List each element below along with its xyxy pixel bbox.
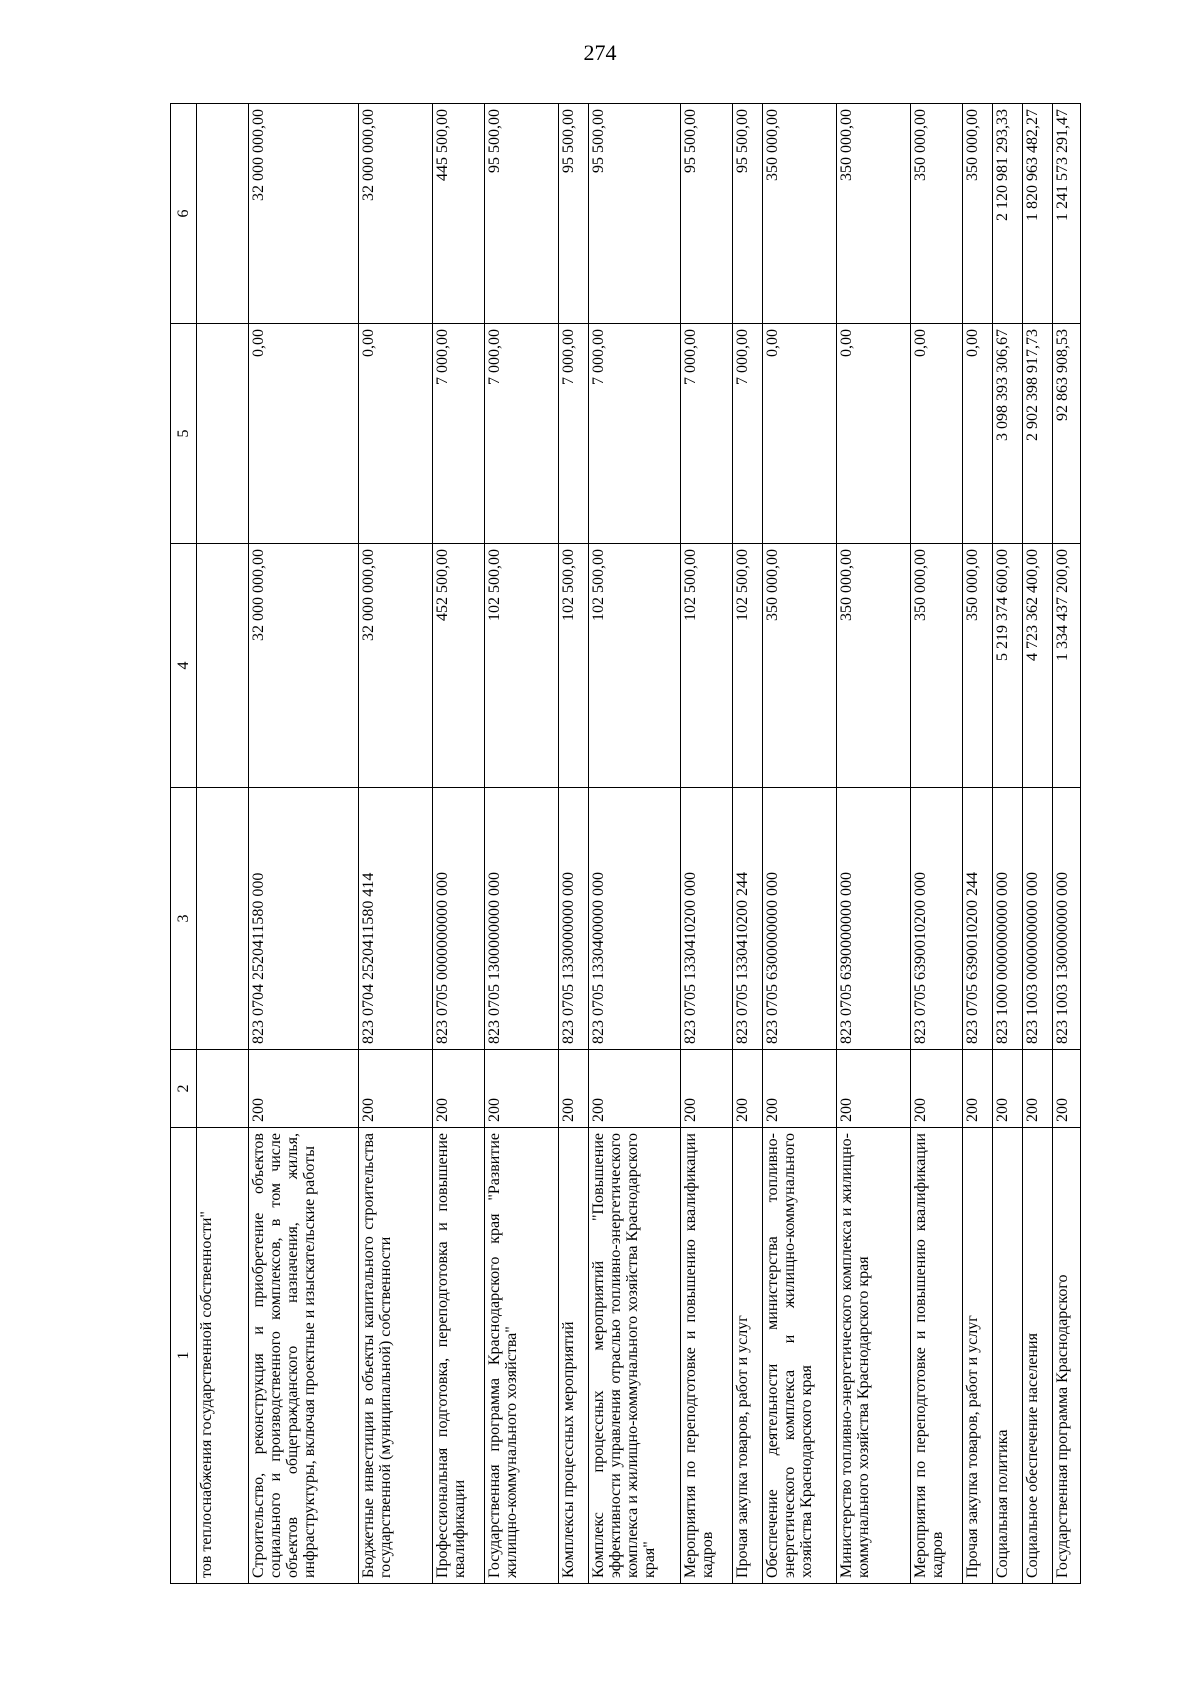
row-amount-col6: 32 000 000,00 bbox=[359, 104, 433, 324]
row-name: Обеспечение деятельности министерства топливно-энергетического комплекса и жилищно-коммунального хозяйства Краснодарского края bbox=[763, 1128, 837, 1584]
row-amount-col5: 7 000,00 bbox=[485, 324, 559, 544]
row-amount-col6: 350 000,00 bbox=[837, 104, 911, 324]
table-row bbox=[681, 104, 733, 1584]
table-row bbox=[485, 104, 559, 1584]
row-amount-col4: 102 500,00 bbox=[485, 544, 559, 788]
row-code: 200 bbox=[559, 1050, 589, 1128]
row-kbk: 823 0705 1330410200 244 bbox=[733, 788, 763, 1050]
row-name: Социальное обеспечение населения bbox=[1023, 1128, 1053, 1584]
row-amount-col4: 350 000,00 bbox=[911, 544, 963, 788]
row-amount-col6: 95 500,00 bbox=[681, 104, 733, 324]
row-name: Профессиональная подготовка, переподготовка и повышение квалификации bbox=[433, 1128, 485, 1584]
row-name: Мероприятия по переподготовке и повышению квалификации кадров bbox=[911, 1128, 963, 1584]
row-amount-col6: 350 000,00 bbox=[963, 104, 993, 324]
column-header: 3 bbox=[171, 788, 197, 1050]
row-amount-col5: 0,00 bbox=[763, 324, 837, 544]
row-amount-col5: 0,00 bbox=[837, 324, 911, 544]
row-kbk: 823 0705 0000000000 000 bbox=[433, 788, 485, 1050]
row-kbk: 823 0705 1330000000 000 bbox=[559, 788, 589, 1050]
row-name: Социальная политика bbox=[993, 1128, 1023, 1584]
table-row bbox=[197, 104, 249, 1584]
row-amount-col5: 92 863 908,53 bbox=[1053, 324, 1081, 544]
row-amount-col4: 102 500,00 bbox=[559, 544, 589, 788]
row-kbk: 823 1003 0000000000 000 bbox=[1023, 788, 1053, 1050]
row-name: Государственная программа Краснодарского края "Развитие жилищно-коммунального хозяйства" bbox=[485, 1128, 559, 1584]
row-code: 200 bbox=[359, 1050, 433, 1128]
row-amount-col6: 350 000,00 bbox=[911, 104, 963, 324]
row-amount-col5: 7 000,00 bbox=[589, 324, 681, 544]
row-amount-col4: 4 723 362 400,00 bbox=[1023, 544, 1053, 788]
rotated-table-container bbox=[170, 104, 1071, 1584]
row-amount-col4: 32 000 000,00 bbox=[359, 544, 433, 788]
table-row bbox=[559, 104, 589, 1584]
table-row bbox=[1023, 104, 1053, 1584]
row-amount-col5: 7 000,00 bbox=[559, 324, 589, 544]
column-header: 2 bbox=[171, 1050, 197, 1128]
table-row bbox=[963, 104, 993, 1584]
row-code: 200 bbox=[249, 1050, 359, 1128]
row-amount-col6: 95 500,00 bbox=[485, 104, 559, 324]
row-kbk: 823 0705 1330410200 000 bbox=[681, 788, 733, 1050]
row-code: 200 bbox=[433, 1050, 485, 1128]
table-row bbox=[589, 104, 681, 1584]
row-code bbox=[197, 1050, 249, 1128]
row-amount-col4 bbox=[197, 544, 249, 788]
row-amount-col4: 102 500,00 bbox=[589, 544, 681, 788]
column-header: 1 bbox=[171, 1128, 197, 1584]
row-name: Комплексы процессных мероприятий bbox=[559, 1128, 589, 1584]
row-code: 200 bbox=[681, 1050, 733, 1128]
row-amount-col5: 3 098 393 306,67 bbox=[993, 324, 1023, 544]
table-row bbox=[763, 104, 837, 1584]
row-amount-col4: 350 000,00 bbox=[837, 544, 911, 788]
row-kbk: 823 0704 2520411580 000 bbox=[249, 788, 359, 1050]
row-amount-col6 bbox=[197, 104, 249, 324]
table-body bbox=[197, 104, 1081, 1584]
row-code: 200 bbox=[1023, 1050, 1053, 1128]
table-row bbox=[837, 104, 911, 1584]
row-amount-col5: 7 000,00 bbox=[733, 324, 763, 544]
row-code: 200 bbox=[837, 1050, 911, 1128]
row-amount-col5: 2 902 398 917,73 bbox=[1023, 324, 1053, 544]
row-name: Мероприятия по переподготовке и повышению квалификации кадров bbox=[681, 1128, 733, 1584]
row-amount-col5: 0,00 bbox=[249, 324, 359, 544]
row-code: 200 bbox=[589, 1050, 681, 1128]
row-kbk: 823 0705 6390010200 000 bbox=[911, 788, 963, 1050]
row-amount-col5: 7 000,00 bbox=[433, 324, 485, 544]
row-name: Бюджетные инвестиции в объекты капитального строительства государственной (муниципальной) собственности bbox=[359, 1128, 433, 1584]
row-amount-col4: 5 219 374 600,00 bbox=[993, 544, 1023, 788]
row-code: 200 bbox=[763, 1050, 837, 1128]
row-amount-col6: 95 500,00 bbox=[589, 104, 681, 324]
table-row bbox=[249, 104, 359, 1584]
row-name: Государственная программа Краснодарского bbox=[1053, 1128, 1081, 1584]
row-amount-col5: 0,00 bbox=[963, 324, 993, 544]
table-row bbox=[911, 104, 963, 1584]
row-amount-col5: 0,00 bbox=[911, 324, 963, 544]
row-amount-col4: 102 500,00 bbox=[681, 544, 733, 788]
row-amount-col6: 1 820 963 482,27 bbox=[1023, 104, 1053, 324]
row-kbk: 823 0705 6390000000 000 bbox=[837, 788, 911, 1050]
row-code: 200 bbox=[911, 1050, 963, 1128]
row-code: 200 bbox=[1053, 1050, 1081, 1128]
row-amount-col6: 95 500,00 bbox=[559, 104, 589, 324]
row-code: 200 bbox=[993, 1050, 1023, 1128]
row-kbk: 823 0705 6390010200 244 bbox=[963, 788, 993, 1050]
row-name: Строительство, реконструкция и приобретение объектов социального и производственного комплексов, в том числе объектов общегражданского назначения, жилья, инфраструктуры, включая проектные и изыскательские работы bbox=[249, 1128, 359, 1584]
table-row bbox=[1053, 104, 1081, 1584]
row-name: Комплекс процессных мероприятий "Повышение эффективности управления отраслью топливно-энергетического комплекса и жилищно-коммунального хозяйства Краснодарского края" bbox=[589, 1128, 681, 1584]
row-amount-col6: 445 500,00 bbox=[433, 104, 485, 324]
row-code: 200 bbox=[733, 1050, 763, 1128]
row-amount-col5: 7 000,00 bbox=[681, 324, 733, 544]
row-code: 200 bbox=[963, 1050, 993, 1128]
budget-table bbox=[170, 103, 1081, 1584]
row-amount-col6: 1 241 573 291,47 bbox=[1053, 104, 1081, 324]
row-amount-col6: 95 500,00 bbox=[733, 104, 763, 324]
table-row bbox=[359, 104, 433, 1584]
row-kbk bbox=[197, 788, 249, 1050]
row-name: Министерство топливно-энергетического комплекса и жилищно-коммунального хозяйства Краснодарского края bbox=[837, 1128, 911, 1584]
column-header: 4 bbox=[171, 544, 197, 788]
row-amount-col4: 350 000,00 bbox=[763, 544, 837, 788]
row-name: Прочая закупка товаров, работ и услуг bbox=[963, 1128, 993, 1584]
table-header-row bbox=[171, 104, 197, 1584]
row-kbk: 823 0704 2520411580 414 bbox=[359, 788, 433, 1050]
row-kbk: 823 1000 0000000000 000 bbox=[993, 788, 1023, 1050]
row-amount-col6: 2 120 981 293,33 bbox=[993, 104, 1023, 324]
row-amount-col6: 32 000 000,00 bbox=[249, 104, 359, 324]
row-kbk: 823 0705 1300000000 000 bbox=[485, 788, 559, 1050]
table-row bbox=[733, 104, 763, 1584]
row-amount-col4: 350 000,00 bbox=[963, 544, 993, 788]
row-amount-col4: 102 500,00 bbox=[733, 544, 763, 788]
row-amount-col5 bbox=[197, 324, 249, 544]
row-name: тов теплоснабжения государственной собственности" bbox=[197, 1128, 249, 1584]
column-header: 5 bbox=[171, 324, 197, 544]
row-kbk: 823 1003 1300000000 000 bbox=[1053, 788, 1081, 1050]
table-row bbox=[433, 104, 485, 1584]
row-amount-col4: 452 500,00 bbox=[433, 544, 485, 788]
row-amount-col5: 0,00 bbox=[359, 324, 433, 544]
column-header: 6 bbox=[171, 104, 197, 324]
row-code: 200 bbox=[485, 1050, 559, 1128]
row-amount-col6: 350 000,00 bbox=[763, 104, 837, 324]
row-kbk: 823 0705 1330400000 000 bbox=[589, 788, 681, 1050]
row-kbk: 823 0705 6300000000 000 bbox=[763, 788, 837, 1050]
page-number: 274 bbox=[583, 40, 617, 65]
row-name: Прочая закупка товаров, работ и услуг bbox=[733, 1128, 763, 1584]
table-row bbox=[993, 104, 1023, 1584]
row-amount-col4: 1 334 437 200,00 bbox=[1053, 544, 1081, 788]
row-amount-col4: 32 000 000,00 bbox=[249, 544, 359, 788]
